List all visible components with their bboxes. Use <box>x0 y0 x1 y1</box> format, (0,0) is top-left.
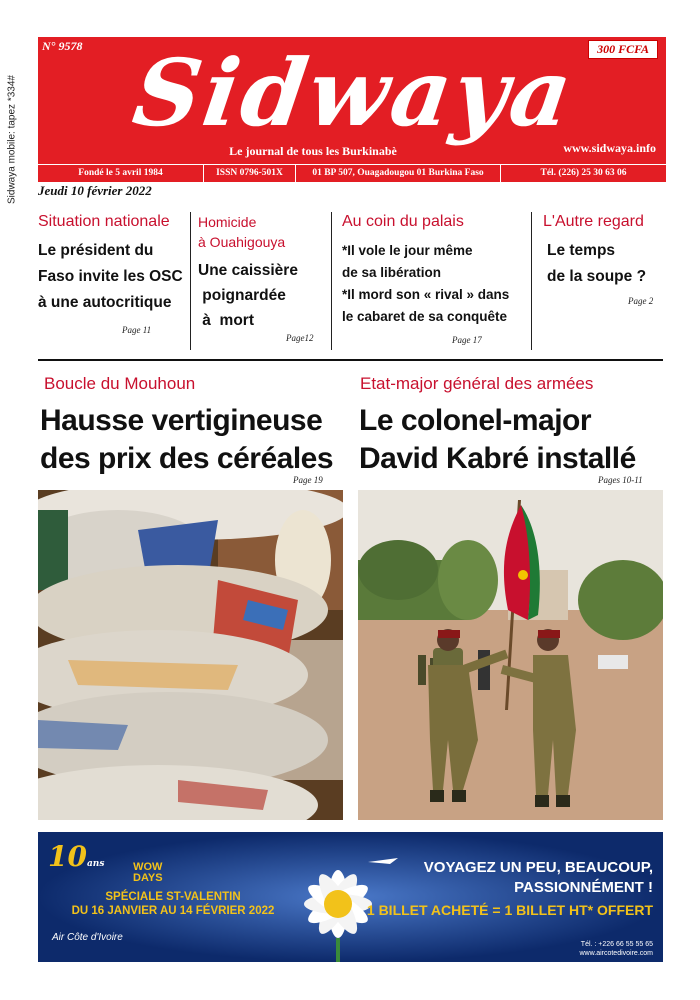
teaser-coin-du-palais[interactable] <box>342 212 527 328</box>
issue-date: Jeudi 10 février 2022 <box>38 183 152 198</box>
teaser-kicker: L'Autre regard <box>543 213 644 230</box>
teaser-page-ref: Page 2 <box>628 296 654 306</box>
newspaper-logo: Sidwaya <box>127 39 581 147</box>
column-divider <box>331 212 332 350</box>
address-info: 01 BP 507, Ouagadougou 01 Burkina Faso <box>295 165 500 182</box>
ad-contact: Tél. : +226 66 55 55 65 www.aircotedivoire.com <box>579 941 653 957</box>
cereal-sacks-photo <box>38 490 343 820</box>
teaser-homicide[interactable] <box>198 212 323 333</box>
airline-brand: Air Côte d'Ivoire <box>52 932 123 943</box>
teaser-page-ref: Page 11 <box>122 325 152 335</box>
teaser-page-ref: Page12 <box>286 333 314 343</box>
teaser-items: *Il vole le jour même de sa libération *Il mord son « rival » dans le cabaret de sa conquête <box>342 243 510 324</box>
teaser-page-ref: Page 17 <box>452 335 482 345</box>
promo-text: SPÉCIALE ST-VALENTIN DU 16 JANVIER AU 14 FÉVRIER 2022 <box>71 891 275 917</box>
teaser-kicker: Homicide à Ouahigouya <box>198 214 286 250</box>
price-badge: 300 FCFA <box>588 40 658 59</box>
anniversary-logo: 10ans <box>48 840 105 873</box>
teaser-autre-regard[interactable] <box>543 212 665 290</box>
side-mobile-text: Sidwaya mobile: tapez *334# <box>6 75 18 204</box>
column-divider <box>531 212 532 350</box>
teaser-kicker: Au coin du palais <box>342 213 464 230</box>
tagline: Le journal de tous les Burkinabè <box>229 144 397 158</box>
teaser-headline: Le temps de la soupe ? <box>547 242 647 285</box>
ad-slogan: VOYAGEZ UN PEU, BEAUCOUP, PASSIONNÉMENT ! <box>423 859 653 896</box>
column-divider <box>190 212 191 350</box>
teaser-situation-nationale[interactable] <box>38 212 188 316</box>
info-bar <box>38 165 666 182</box>
story-kicker-armees: Etat-major général des armées <box>360 374 594 393</box>
story-page-ref: Pages 10-11 <box>598 475 643 485</box>
story-headline-armees[interactable]: Le colonel-major David Kabré installé <box>359 404 636 475</box>
website-link[interactable]: www.sidwaya.info <box>563 141 656 155</box>
military-ceremony-photo <box>358 490 663 820</box>
masthead <box>38 37 666 164</box>
teaser-kicker: Situation nationale <box>38 213 170 230</box>
section-rule <box>38 359 663 361</box>
story-kicker-cereales: Boucle du Mouhoun <box>44 374 196 393</box>
issue-number: N° 9578 <box>42 39 83 53</box>
story-headline-cereales[interactable]: Hausse vertigineuse des prix des céréales <box>40 404 334 475</box>
teaser-headline: Le président du Faso invite les OSC à une autocritique <box>38 242 183 311</box>
issn-info: ISSN 0796-501X <box>203 165 295 182</box>
wow-days-logo: WOW DAYS <box>133 861 163 884</box>
phone-info: Tél. (226) 25 30 63 06 <box>500 165 666 182</box>
teaser-headline: Une caissière poignardée à mort <box>198 262 298 329</box>
story-page-ref: Page 19 <box>293 475 323 485</box>
air-cote-divoire-ad[interactable] <box>38 832 663 962</box>
ad-offer: 1 BILLET ACHETÉ = 1 BILLET HT* OFFERT <box>366 902 653 918</box>
founded-info: Fondé le 5 avril 1984 <box>78 168 163 178</box>
